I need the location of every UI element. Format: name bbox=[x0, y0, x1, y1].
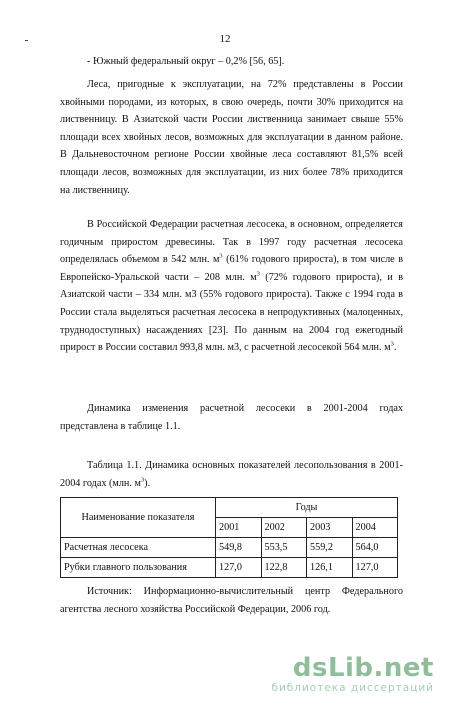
value-cell: 127,0 bbox=[216, 558, 262, 578]
table-row bbox=[61, 558, 398, 578]
page-number: 12 bbox=[219, 33, 231, 45]
table-caption bbox=[60, 457, 403, 492]
paragraph-3-part-b: (61% годового прироста), в том числе в Европейско-Уральской части – 208 млн. м bbox=[60, 254, 403, 283]
header-years: Годы bbox=[216, 498, 398, 518]
value-cell: 559,2 bbox=[307, 538, 353, 558]
watermark-subtitle: библиотека диссертаций bbox=[271, 682, 434, 694]
value-cell: 553,5 bbox=[261, 538, 307, 558]
table-caption-end: ). bbox=[144, 477, 151, 489]
table-row bbox=[61, 538, 398, 558]
watermark bbox=[271, 655, 434, 694]
paragraph-3-part-a: В Российской Федерации расчетная лесосека, в основном, определяется годичным приростом древесины. Так в 1997 году расчетная лесосека определялась объемом в 542 млн. м bbox=[60, 219, 403, 266]
value-cell: 127,0 bbox=[352, 558, 398, 578]
table-header-row bbox=[61, 498, 398, 518]
value-cell: 549,8 bbox=[216, 538, 262, 558]
watermark-logo: dsLib.net bbox=[292, 653, 434, 683]
value-cell: 126,1 bbox=[307, 558, 353, 578]
row-label: Рубки главного пользования bbox=[61, 558, 216, 578]
paragraph-1: - Южный федеральный округ – 0,2% [56, 65]. bbox=[87, 56, 285, 67]
superscript-3: 3 bbox=[219, 252, 223, 260]
value-cell: 122,8 bbox=[261, 558, 307, 578]
year-cell: 2001 bbox=[216, 518, 262, 538]
superscript-3: 3 bbox=[390, 340, 394, 348]
data-table bbox=[60, 497, 398, 578]
paragraph-4: Динамика изменения расчетной лесосеки в 2001-2004 годах представлена в таблице 1.1. bbox=[60, 403, 403, 432]
value-cell: 564,0 bbox=[352, 538, 398, 558]
paragraph-2: Леса, пригодные к эксплуатации, на 72% представлены в России хвойными породами, из которых, в свою очередь, почти 30% приходится на лиственницу. В Азиатской части России лиственница занимает свыше 55% площади всех хвойных лесов, возможных для эксплуатации в данном районе. В Дальневосточном регионе России хвойные леса составляют 81,5% всей площади лесов, возможных для эксплуатации, из них более 78% приходится на лиственницу. bbox=[60, 79, 403, 196]
year-cell: 2004 bbox=[352, 518, 398, 538]
paragraph-3-part-d: . bbox=[393, 342, 397, 354]
row-label: Расчетная лесосека bbox=[61, 538, 216, 558]
table-caption-text: Таблица 1.1. Динамика основных показателей лесопользования в 2001-2004 годах (млн. м bbox=[60, 460, 403, 489]
source-note: Источник: Информационно-вычислительный центр Федерального агентства лесного хозяйства Российской Федерации, 2006 год. bbox=[60, 586, 403, 615]
paragraph-3-part-c: (72% годового прироста), и в Азиатской части – 334 млн. м3 (55% годового прироста). Также с 1994 года в России стала выделяться расчетная лесосека в непродуктивных (малоценных, труднодоступных) насаждениях [23]. По данным на 2004 год ежегодный прирост в России составил 993,8 млн. м3, с расчетной лесосекой 564 млн. м bbox=[60, 271, 404, 354]
year-cell: 2002 bbox=[261, 518, 307, 538]
header-indicator-name: Наименование показателя bbox=[61, 498, 216, 538]
superscript-3: 3 bbox=[256, 270, 260, 278]
paragraph-3 bbox=[60, 216, 403, 357]
superscript-3: 3 bbox=[140, 476, 145, 484]
year-cell: 2003 bbox=[307, 518, 353, 538]
